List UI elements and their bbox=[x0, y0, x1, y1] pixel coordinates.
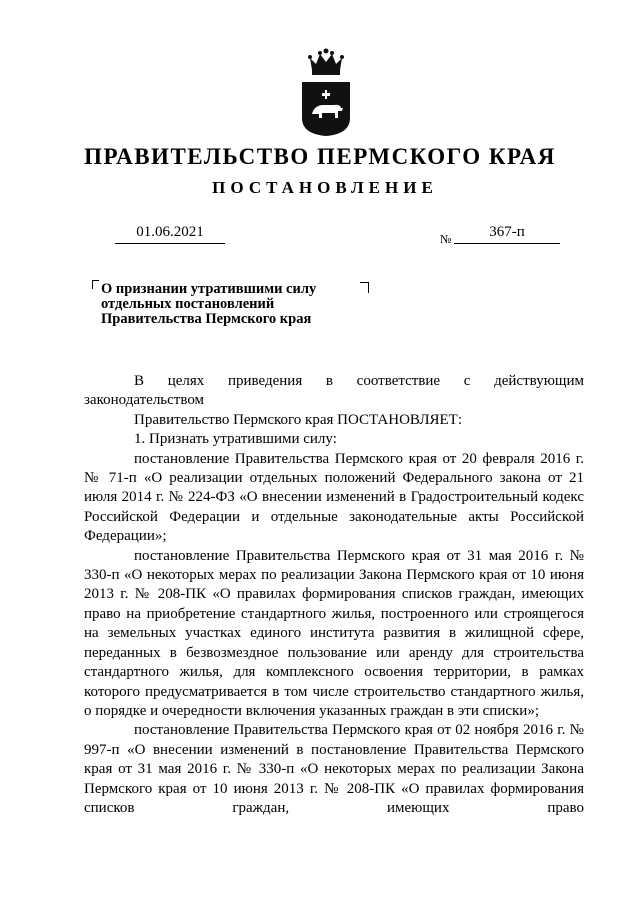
subject-line: отдельных постановлений bbox=[101, 296, 275, 312]
paragraph: постановление Правительства Пермского края от 20 февраля 2016 г. № 71-п «О реализации отдельных положений Федерального закона от 21 июля 2014 г. № 224-ФЗ «О внесении изменений в Градостроительный кодекс Российской Федерации и отдельные законодательные акты Российской Федерации»; bbox=[84, 450, 584, 545]
document-body bbox=[84, 372, 584, 818]
document-number: 367-п bbox=[454, 224, 560, 244]
document-subject bbox=[101, 282, 316, 327]
document-type: ПОСТАНОВЛЕНИЕ bbox=[212, 178, 438, 197]
item-heading: 1. Признать утратившими силу: bbox=[134, 431, 337, 448]
paragraph: постановление Правительства Пермского края от 31 мая 2016 г. № 330-п «О некоторых мерах по реализации Закона Пермского края от 10 июня 2013 г. № 208-ПК «О правилах формирования списков граждан, имеющих право на приобретение стандартного жилья, построенного или строящегося на земельных участках единого института развития в жилищной сфере, переданных в безвозмездное пользование или аренду для строительства стандартного жилья, для комплексного освоения территории, в рамках которого предусматривается в том числе строительство стандартного жилья, о порядке и очередности включения указанных граждан в эти списки»; bbox=[84, 547, 584, 719]
paragraph: постановление Правительства Пермского края от 02 ноября 2016 г. № 997-п «О внесении изменений в постановление Правительства Пермского края от 31 мая 2016 г. № 330-п «О некоторых мерах по реализации Закона Пермского края от 10 июня 2013 г. № 208-ПК «О правилах формирования списков граждан, имеющих право bbox=[84, 722, 584, 816]
government-title: ПРАВИТЕЛЬСТВО ПЕРМСКОГО КРАЯ bbox=[84, 144, 556, 169]
intro-line: В целях приведения в соответствие с действующим bbox=[134, 373, 584, 389]
subject-line: О признании утратившими силу bbox=[101, 281, 317, 297]
coat-of-arms-icon bbox=[300, 48, 352, 136]
resolves-line: Правительство Пермского края ПОСТАНОВЛЯЕТ: bbox=[134, 411, 463, 428]
intro-line: законодательством bbox=[84, 392, 205, 409]
subject-corner-left bbox=[92, 280, 99, 289]
subject-corner-right bbox=[360, 282, 369, 293]
number-sign: № bbox=[440, 232, 452, 246]
subject-line: Правительства Пермского края bbox=[101, 311, 312, 327]
document-date: 01.06.2021 bbox=[115, 224, 225, 244]
